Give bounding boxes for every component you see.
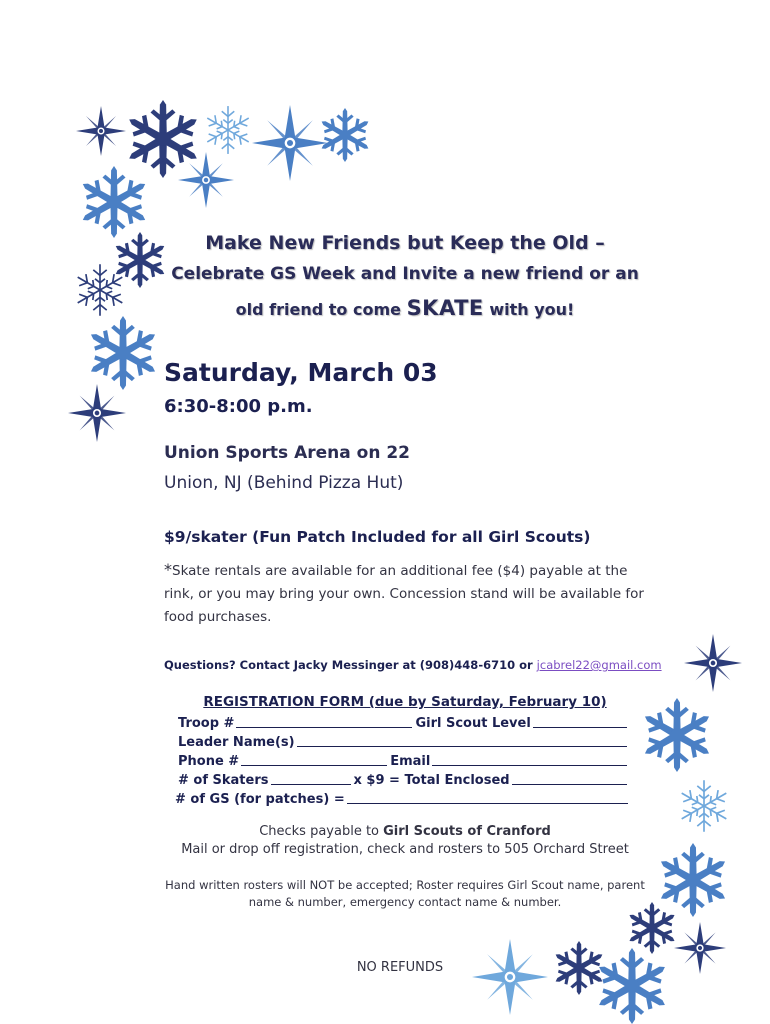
phone-label: Phone #	[178, 754, 240, 769]
leader-blank[interactable]	[297, 745, 627, 747]
payable-org: Girl Scouts of Cranford	[383, 824, 551, 839]
headline-line-3-post: with you!	[483, 300, 575, 319]
roster-note: Hand written rosters will NOT be accepted; Roster requires Girl Scout name, parent name & number, emergency contact name & number.	[165, 878, 645, 909]
snowflake-star-icon	[76, 106, 126, 156]
contact-text: Questions? Contact Jacky Messinger at (908)448-6710 or	[164, 658, 537, 672]
rental-note	[164, 558, 654, 629]
snowflake-star-icon	[178, 152, 234, 208]
no-refunds: NO REFUNDS	[356, 960, 444, 975]
headline-line-1: Make New Friends but Keep the Old –	[205, 232, 605, 254]
form-row-gs-patches	[175, 789, 631, 807]
mail-line: Mail or drop off registration, check and rosters to 505 Orchard Street	[181, 842, 629, 857]
snowflake-star-icon	[674, 918, 726, 978]
event-time: 6:30-8:00 p.m.	[164, 396, 313, 417]
venue-location: Union, NJ (Behind Pizza Hut)	[164, 473, 404, 493]
form-row-troop	[178, 713, 630, 731]
snowflake-icon	[592, 948, 672, 1024]
total-blank[interactable]	[512, 783, 627, 785]
troop-blank[interactable]	[236, 726, 412, 728]
venue-name: Union Sports Arena on 22	[164, 443, 410, 463]
form-row-leader	[178, 732, 630, 750]
snowflake-star-icon	[472, 930, 548, 1024]
headline-line-3	[150, 296, 660, 320]
level-blank[interactable]	[533, 726, 627, 728]
snowflake-icon	[318, 108, 372, 162]
snowflake-outline-icon	[676, 778, 732, 834]
snowflake-outline-icon	[202, 100, 254, 160]
event-date: Saturday, March 03	[164, 358, 438, 387]
rental-asterisk: *	[164, 560, 172, 579]
form-row-skaters	[178, 770, 630, 788]
skaters-blank[interactable]	[271, 783, 351, 785]
rental-note-text: Skate rentals are available for an additional fee ($4) payable at the rink, or you may bring your own. Concession stand will be available for food purchases.	[164, 563, 644, 625]
snowflake-star-icon	[252, 98, 328, 188]
email-label: Email	[390, 754, 431, 769]
gs-blank[interactable]	[347, 802, 628, 804]
gs-label: # of GS (for patches) =	[175, 792, 345, 807]
registration-form-title: REGISTRATION FORM (due by Saturday, February 10)	[203, 694, 607, 710]
contact-email-link[interactable]: jcabrel22@gmail.com	[536, 658, 662, 672]
form-row-phone	[178, 751, 630, 769]
skaters-label: # of Skaters	[178, 773, 269, 788]
total-label: x $9 = Total Enclosed	[353, 773, 510, 788]
headline-line-2: Celebrate GS Week and Invite a new friend or an	[171, 264, 639, 284]
leader-label: Leader Name(s)	[178, 735, 295, 750]
payable-line	[160, 824, 650, 839]
phone-blank[interactable]	[241, 764, 387, 766]
price-line: $9/skater (Fun Patch Included for all Girl Scouts)	[164, 528, 591, 546]
troop-label: Troop #	[178, 716, 235, 731]
email-blank[interactable]	[432, 764, 627, 766]
headline-skate-emphasis: SKATE	[406, 296, 484, 320]
contact-line	[164, 658, 662, 672]
snowflake-star-icon	[684, 634, 742, 692]
headline-line-3-pre: old friend to come	[235, 300, 407, 319]
payable-pre: Checks payable to	[259, 824, 384, 839]
snowflake-star-icon	[68, 384, 126, 442]
level-label: Girl Scout Level	[415, 716, 531, 731]
snowflake-icon	[640, 690, 714, 780]
